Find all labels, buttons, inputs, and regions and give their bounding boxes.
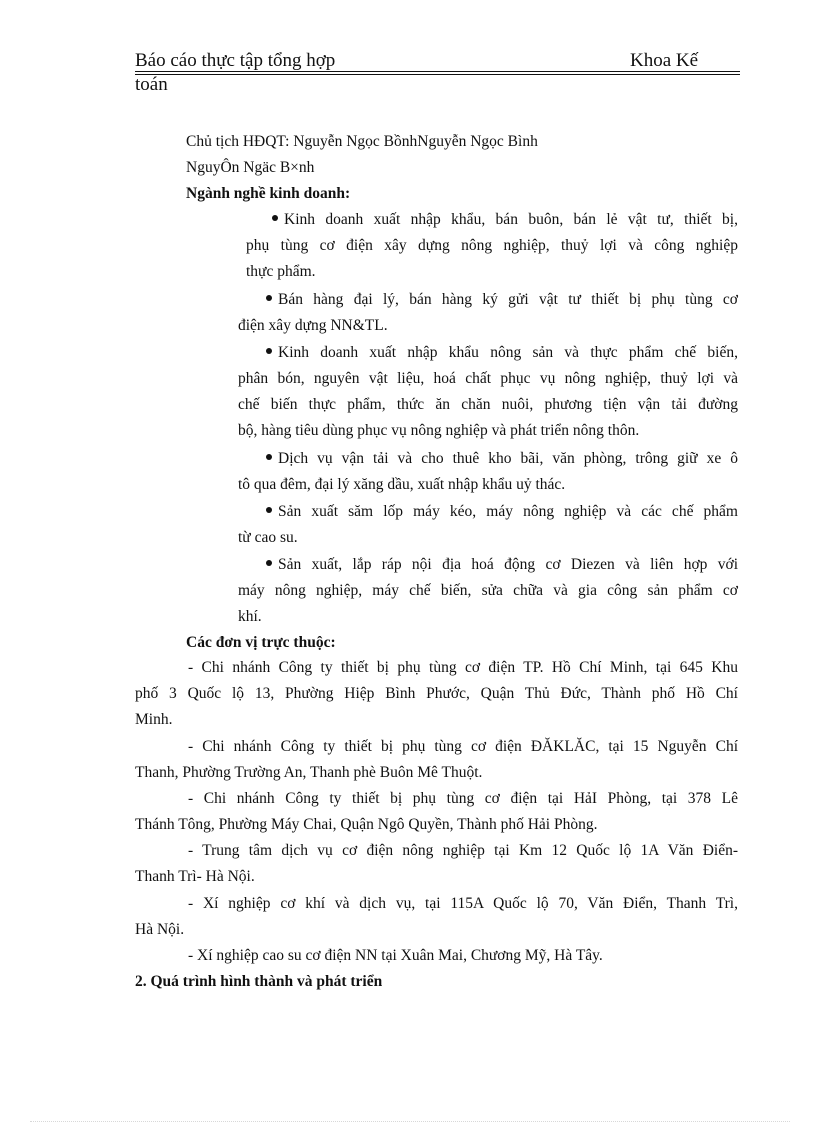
chairman-garbled-line: NguyÔn Ngäc B×nh <box>186 159 315 176</box>
business-item-1-line-2: phụ tùng cơ điện xây dựng nông nghiệp, thuỷ lợi và công nghiệp <box>246 237 738 254</box>
business-item-3-line-2: phân bón, nguyên vật liệu, hoá chất phục vụ nông nghiệp, thuỷ lợi và <box>238 370 738 387</box>
unit-2-line-2: Thanh, Phường Trường An, Thanh phè Buôn Mê Thuột. <box>135 764 483 781</box>
business-item-5-line-1: Sản xuất săm lốp máy kéo, máy nông nghiệp và các chế phẩm <box>266 502 738 522</box>
business-item-6-line-3: khí. <box>238 608 262 625</box>
header-title: Báo cáo thực tập tổng hợp <box>135 50 336 71</box>
unit-4-line-2: Thanh Trì- Hà Nội. <box>135 868 255 885</box>
business-item-5-line-2: từ cao su. <box>238 529 298 546</box>
bullet-icon <box>266 348 272 354</box>
header-rule <box>135 71 740 72</box>
unit-2-line-1: - Chi nhánh Công ty thiết bị phụ tùng cơ điện ĐĂKLĂC, tại 15 Nguyễn Chí <box>188 738 738 755</box>
unit-5-line-2: Hà Nội. <box>135 921 185 938</box>
bullet-icon <box>266 295 272 301</box>
header-department: Khoa Kế <box>630 50 699 71</box>
units-heading: Các đơn vị trực thuộc: <box>186 634 336 651</box>
unit-1-line-1: - Chi nhánh Công ty thiết bị phụ tùng cơ điện TP. Hồ Chí Minh, tại 645 Khu <box>188 659 738 676</box>
business-item-3-line-3: chế biến thực phẩm, thức ăn chăn nuôi, phương tiện vận tải đường <box>238 396 738 413</box>
business-item-1-line-1: Kinh doanh xuất nhập khẩu, bán buôn, bán lẻ vật tư, thiết bị, <box>272 210 738 230</box>
unit-6-line-1: - Xí nghiệp cao su cơ điện NN tại Xuân Mai, Chương Mỹ, Hà Tây. <box>188 947 603 964</box>
business-item-6-line-1: Sản xuất, lắp ráp nội địa hoá động cơ Diezen và liên hợp với <box>266 555 738 575</box>
unit-3-line-1: - Chi nhánh Công ty thiết bị phụ tùng cơ điện tại HảI Phòng, tại 378 Lê <box>188 790 738 807</box>
business-item-2-line-1: Bán hàng đại lý, bán hàng ký gửi vật tư thiết bị phụ tùng cơ <box>266 290 738 310</box>
unit-1-line-2: phố 3 Quốc lộ 13, Phường Hiệp Bình Phước, Quận Thủ Đức, Thành phố Hồ Chí <box>135 685 738 702</box>
business-item-4-line-1: Dịch vụ vận tải và cho thuê kho bãi, văn phòng, trông giữ xe ô <box>266 449 738 469</box>
page-bottom-rule <box>30 1121 790 1122</box>
chairman-line: Chủ tịch HĐQT: Nguyễn Ngọc BồnhNguyễn Ngọc Bình <box>186 133 538 150</box>
header-department-continuation: toán <box>135 74 168 95</box>
business-heading: Ngành nghề kinh doanh: <box>186 185 351 202</box>
bullet-icon <box>266 454 272 460</box>
unit-5-line-1: - Xí nghiệp cơ khí và dịch vụ, tại 115A Quốc lộ 70, Văn Điển, Thanh Trì, <box>188 895 738 912</box>
business-item-3-line-1: Kinh doanh xuất nhập khẩu nông sản và thực phẩm chế biến, <box>266 343 738 363</box>
business-item-2-line-2: điện xây dựng NN&TL. <box>238 317 388 334</box>
business-item-4-line-2: tô qua đêm, đại lý xăng dầu, xuất nhập khẩu uỷ thác. <box>238 476 566 493</box>
business-item-6-line-2: máy nông nghiệp, máy chế biến, sửa chữa và gia công sản phẩm cơ <box>238 582 738 599</box>
unit-4-line-1: - Trung tâm dịch vụ cơ điện nông nghiệp tại Km 12 Quốc lộ 1A Văn Điển- <box>188 842 738 859</box>
business-item-3-line-4: bộ, hàng tiêu dùng phục vụ nông nghiệp và phát triển nông thôn. <box>238 422 640 439</box>
section-2-heading: 2. Quá trình hình thành và phát triển <box>135 973 383 990</box>
business-item-1-line-3: thực phẩm. <box>246 263 316 280</box>
unit-1-line-3: Minh. <box>135 711 173 728</box>
bullet-icon <box>266 560 272 566</box>
unit-3-line-2: Thánh Tông, Phường Máy Chai, Quận Ngô Quyền, Thành phố Hải Phòng. <box>135 816 598 833</box>
bullet-icon <box>266 507 272 513</box>
bullet-icon <box>272 215 278 221</box>
header-rule-double <box>135 74 740 75</box>
